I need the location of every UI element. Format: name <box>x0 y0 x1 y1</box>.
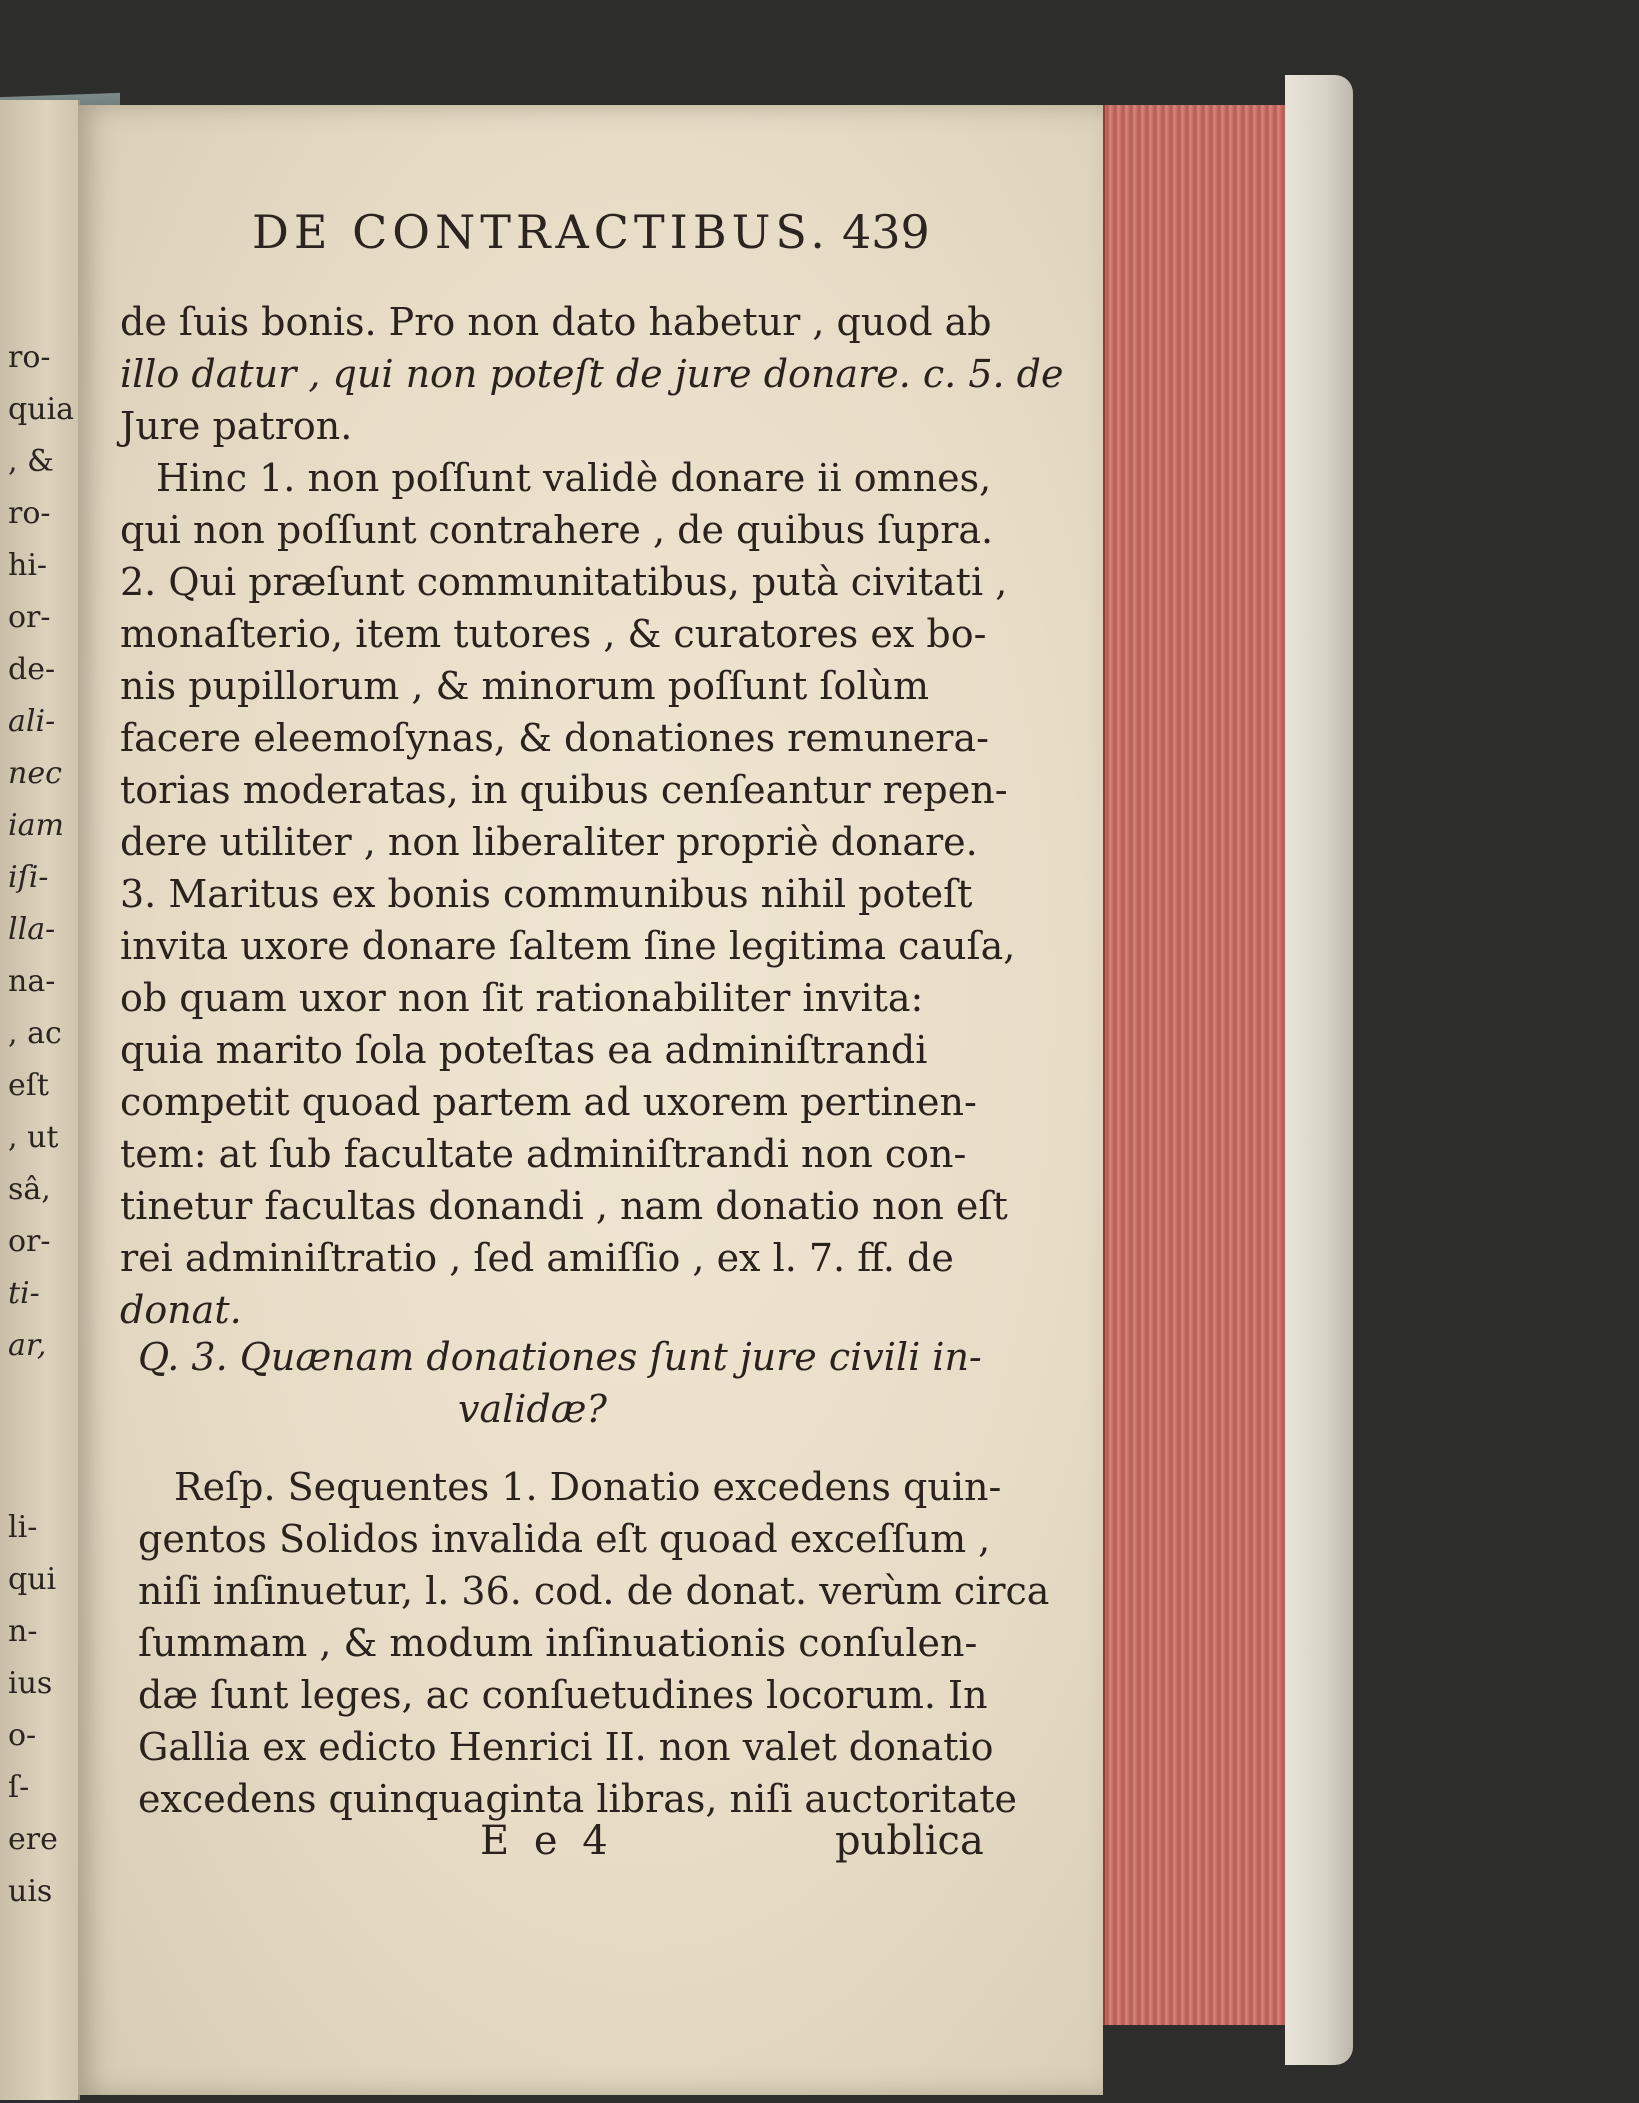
left-fragment: or- <box>8 1224 51 1259</box>
left-fragment: uis <box>8 1874 53 1909</box>
catchword: publica <box>835 1818 984 1864</box>
text-line: nis pupillorum , & minorum poſſunt ſolùm <box>120 664 930 708</box>
text-line: gentos Solidos invalida eſt quoad exceſſum , <box>138 1517 991 1561</box>
left-fragment: de- <box>8 652 56 687</box>
left-fragment: quia <box>8 392 75 427</box>
text-line: competit quoad partem ad uxorem pertinen- <box>120 1080 977 1124</box>
left-fragment: ali- <box>8 704 56 739</box>
text-line: Hinc 1. non poſſunt validè donare ii omnes, <box>156 456 992 500</box>
text-line: donat. <box>120 1288 242 1332</box>
left-fragment: lla- <box>8 912 56 947</box>
left-fragment: ere <box>8 1822 58 1857</box>
text-line: monaſterio, item tutores , & curatores ex bo- <box>120 612 987 656</box>
left-fragment: iam <box>8 808 64 843</box>
left-fragment: or- <box>8 600 51 635</box>
left-fragment: ro- <box>8 496 51 531</box>
page-header <box>172 205 972 265</box>
text-line: ob quam uxor non ſit rationabiliter invita: <box>120 976 924 1020</box>
left-fragment: o- <box>8 1718 37 1753</box>
text-line: 3. Maritus ex bonis communibus nihil poteſt <box>120 872 973 916</box>
previous-page-edge <box>0 100 80 2100</box>
text-line: quia marito ſola poteſtas ea adminiſtrandi <box>120 1028 928 1072</box>
left-fragment: n- <box>8 1614 38 1649</box>
left-fragment: , & <box>8 444 54 479</box>
text-line: niſi inſinuetur, l. 36. cod. de donat. verùm circa <box>138 1569 1050 1613</box>
text-line: rei adminiſtratio , ſed amiſſio , ex l. 7. ff. de <box>120 1236 954 1280</box>
question-line: Q. 3. Quænam donationes ſunt jure civili in- <box>138 1335 982 1379</box>
left-fragment: na- <box>8 964 56 999</box>
text-line: 2. Qui præſunt communitatibus, putà civitati , <box>120 560 1008 604</box>
left-fragment: nec <box>8 756 62 791</box>
left-fragment: ti- <box>8 1276 40 1311</box>
left-fragment: eſt <box>8 1068 49 1103</box>
left-fragment: ro- <box>8 340 51 375</box>
text-line: invita uxore donare ſaltem ſine legitima cauſa, <box>120 924 1016 968</box>
text-line: tem: at ſub facultate adminiſtrandi non con- <box>120 1132 967 1176</box>
running-head: DE CONTRACTIBUS. <box>252 205 830 259</box>
question-line: validæ? <box>458 1387 607 1431</box>
text-line: qui non poſſunt contrahere , de quibus ſupra. <box>120 508 994 552</box>
text-line: ſummam , & modum inſinuationis conſulen- <box>138 1621 978 1665</box>
text-line: Jure patron. <box>120 404 353 448</box>
text-line: torias moderatas, in quibus cenſeantur repen- <box>120 768 1008 812</box>
left-fragment: ar, <box>8 1328 47 1363</box>
text-line: Gallia ex edicto Henrici II. non valet donatio <box>138 1725 994 1769</box>
vellum-cover <box>1285 75 1353 2065</box>
left-fragment: , ut <box>8 1120 59 1155</box>
text-line: Reſp. Sequentes 1. Donatio excedens quin- <box>174 1465 1002 1509</box>
text-line: dere utiliter , non liberaliter propriè donare. <box>120 820 978 864</box>
left-fragment: sâ, <box>8 1172 51 1207</box>
left-fragment: , ac <box>8 1016 62 1051</box>
left-fragment: ius <box>8 1666 53 1701</box>
text-line: tinetur facultas donandi , nam donatio non eſt <box>120 1184 1008 1228</box>
left-fragment: li- <box>8 1510 38 1545</box>
page-number: 439 <box>842 205 930 259</box>
text-line: dæ ſunt leges, ac conſuetudines locorum. In <box>138 1673 988 1717</box>
left-fragment: qui <box>8 1562 57 1597</box>
text-line: de ſuis bonis. Pro non dato habetur , quod ab <box>120 300 992 344</box>
left-fragment: hi- <box>8 548 48 583</box>
left-fragment: ſ- <box>8 1770 30 1805</box>
left-fragment: iſi- <box>8 860 49 895</box>
signature-mark: E e 4 <box>480 1818 614 1864</box>
text-line: facere eleemoſynas, & donationes remunera- <box>120 716 989 760</box>
text-line: excedens quinquaginta libras, niſi auctoritate <box>138 1777 1017 1821</box>
text-line: illo datur , qui non poteſt de jure donare. c. 5. de <box>120 352 1064 396</box>
red-page-edges <box>1103 105 1305 2025</box>
